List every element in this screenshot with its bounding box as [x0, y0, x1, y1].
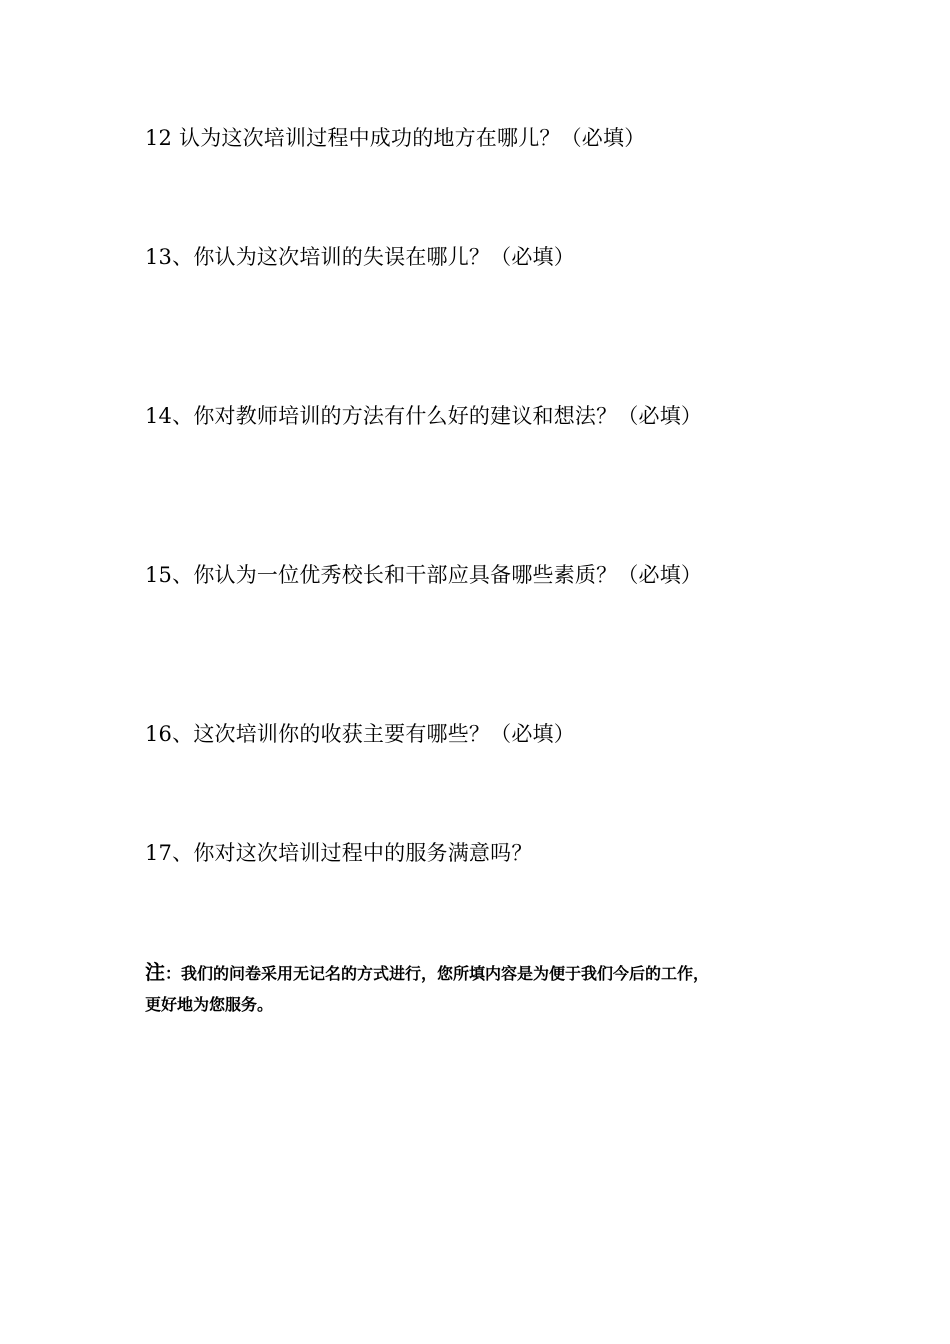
question-17: 17、你对这次培训过程中的服务满意吗？ — [145, 841, 533, 865]
footnote-line-1 — [145, 957, 825, 989]
question-14: 14、你对教师培训的方法有什么好的建议和想法？（必填） — [145, 404, 703, 428]
footnote-label: 注 — [145, 960, 165, 984]
question-15: 15、你认为一位优秀校长和干部应具备哪些素质？（必填） — [145, 563, 703, 587]
footnote — [145, 957, 825, 1020]
question-13: 13、你认为这次培训的失误在哪儿？（必填） — [145, 245, 575, 269]
footnote-line-2: 更好地为您服务。 — [145, 995, 274, 1014]
footnote-text-1: ：我们的问卷采用无记名的方式进行，您所填内容是为便于我们今后的工作， — [165, 964, 710, 983]
question-12: 12 认为这次培训过程中成功的地方在哪儿？（必填） — [145, 126, 646, 150]
question-16: 16、这次培训你的收获主要有哪些？（必填） — [145, 722, 575, 746]
